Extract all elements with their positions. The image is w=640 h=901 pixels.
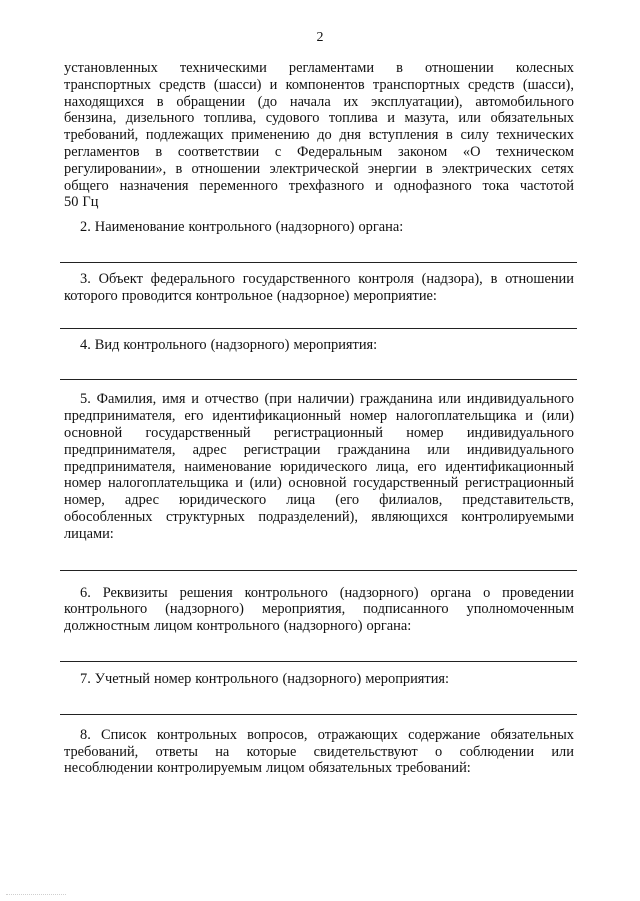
word: решения bbox=[179, 584, 233, 601]
word: индивидуального bbox=[466, 391, 574, 408]
word: технических bbox=[496, 127, 574, 144]
word: контролируемыми bbox=[461, 508, 574, 525]
word: отношении bbox=[191, 160, 261, 177]
word: требований, bbox=[64, 743, 139, 760]
word: контрольного bbox=[123, 336, 207, 353]
blank-line-rule bbox=[60, 379, 577, 380]
word: электрических bbox=[441, 160, 532, 177]
word: применению bbox=[231, 127, 310, 144]
word: регистрационный bbox=[465, 475, 574, 492]
word: адрес bbox=[124, 492, 159, 509]
text-line bbox=[64, 110, 574, 127]
word: (или) bbox=[541, 408, 574, 425]
word: Гц bbox=[82, 194, 99, 211]
word: в bbox=[175, 160, 183, 177]
word: (шасси) bbox=[213, 76, 262, 93]
word: которые bbox=[246, 743, 297, 760]
word: силу bbox=[460, 127, 489, 144]
text-line bbox=[64, 219, 574, 236]
word: уполномоченным bbox=[466, 601, 574, 618]
word: (надзорного) bbox=[283, 618, 363, 635]
word: контрольного bbox=[195, 670, 279, 687]
blank-line-rule bbox=[60, 328, 577, 329]
word: общего bbox=[64, 177, 109, 194]
word: контрольных bbox=[156, 726, 237, 743]
word: Федеральным bbox=[297, 143, 383, 160]
text-line bbox=[64, 94, 574, 111]
text-line bbox=[64, 744, 574, 761]
text-line bbox=[64, 475, 574, 492]
word: техническом bbox=[496, 143, 574, 160]
blank-line-rule bbox=[60, 570, 577, 571]
word: в bbox=[425, 160, 433, 177]
word: назначения bbox=[119, 177, 189, 194]
paragraph-item-2 bbox=[64, 219, 574, 236]
word: органа: bbox=[366, 618, 412, 635]
word: или bbox=[551, 743, 574, 760]
word: лица, bbox=[376, 458, 409, 475]
word: несоблюдении bbox=[64, 760, 154, 777]
word: сетях bbox=[541, 160, 574, 177]
word: Реквизиты bbox=[102, 584, 168, 601]
text-line bbox=[64, 760, 574, 777]
word: обязательных bbox=[490, 726, 574, 743]
word: проводится bbox=[121, 287, 192, 304]
word: органа: bbox=[358, 219, 404, 236]
word: мероприятия, bbox=[261, 601, 346, 618]
word: структурных bbox=[165, 508, 245, 525]
word: вопросов, bbox=[247, 726, 308, 743]
page-number: 2 bbox=[316, 30, 324, 45]
word: отношении bbox=[424, 60, 494, 76]
text-line bbox=[64, 288, 574, 305]
text-line bbox=[64, 144, 574, 161]
blank-line-rule bbox=[60, 262, 577, 263]
word: контрольного bbox=[188, 219, 272, 236]
word: филиалов, bbox=[379, 492, 443, 509]
word: «О bbox=[462, 143, 481, 160]
word: мероприятия: bbox=[365, 670, 450, 687]
word: контрольное bbox=[195, 287, 273, 304]
text-line bbox=[64, 77, 574, 94]
word: подписанного bbox=[363, 601, 449, 618]
paragraph-item-6 bbox=[64, 585, 574, 635]
word: индивидуального bbox=[466, 441, 574, 458]
word: в bbox=[155, 143, 163, 160]
text-line bbox=[64, 492, 574, 509]
word: Список bbox=[101, 726, 147, 743]
word: находящихся bbox=[64, 93, 145, 110]
word: обращении bbox=[176, 93, 246, 110]
word: регистрации bbox=[243, 441, 321, 458]
word: соответствии bbox=[177, 143, 260, 160]
word: колесных bbox=[515, 60, 574, 76]
word: и bbox=[375, 177, 383, 194]
word: (шасси), bbox=[522, 76, 574, 93]
word: номер, bbox=[64, 492, 105, 509]
paragraph-item-8 bbox=[64, 727, 574, 777]
word: 2. bbox=[80, 219, 91, 236]
word: лицами: bbox=[64, 525, 114, 542]
word: представительств, bbox=[462, 492, 574, 509]
word: вступления bbox=[368, 127, 439, 144]
word: регламентами bbox=[288, 60, 375, 76]
word: топлива bbox=[328, 110, 378, 127]
word: (надзорного) bbox=[165, 601, 244, 618]
word: контрольного bbox=[244, 584, 328, 601]
word: Объект bbox=[98, 270, 143, 287]
word: подлежащих bbox=[145, 127, 224, 144]
word: судового bbox=[265, 110, 320, 127]
word: государственный bbox=[145, 424, 251, 441]
word: транспортных bbox=[372, 76, 460, 93]
word: 8. bbox=[80, 726, 91, 743]
text-line bbox=[64, 337, 574, 354]
word: предпринимателя, bbox=[64, 408, 176, 425]
word: в bbox=[396, 60, 403, 76]
blank-line-rule bbox=[60, 661, 577, 662]
word: его bbox=[184, 408, 204, 425]
text-line bbox=[64, 442, 574, 459]
word: проведении bbox=[502, 584, 574, 601]
word: (при bbox=[264, 391, 292, 408]
word: налогоплательщика bbox=[107, 475, 229, 492]
text-line bbox=[64, 391, 574, 408]
word: электрической bbox=[269, 160, 359, 177]
word: отражающих bbox=[317, 726, 398, 743]
word: регламентов bbox=[64, 143, 140, 160]
text-line bbox=[64, 271, 574, 288]
paragraph-p1-continuation bbox=[64, 60, 574, 211]
word: регулировании», bbox=[64, 160, 167, 177]
scan-edge-mark bbox=[6, 894, 66, 899]
paragraph-item-4 bbox=[64, 337, 574, 354]
word: в bbox=[490, 270, 498, 287]
word: Учетный bbox=[94, 670, 150, 687]
word: 50 bbox=[64, 194, 79, 211]
word: в bbox=[156, 93, 164, 110]
word: (надзорного) bbox=[275, 219, 355, 236]
word: частотой bbox=[519, 177, 574, 194]
word: автомобильного bbox=[475, 93, 574, 110]
text-line bbox=[64, 178, 574, 195]
text-line bbox=[64, 408, 574, 425]
word: однофазного bbox=[393, 177, 472, 194]
word: техническими bbox=[179, 60, 267, 76]
word: 7. bbox=[80, 670, 91, 687]
text-line bbox=[64, 526, 574, 543]
word: регистрационный bbox=[273, 424, 383, 441]
word: имя bbox=[162, 391, 186, 408]
blank-line-rule bbox=[60, 714, 577, 715]
word: (надзорного) bbox=[282, 670, 362, 687]
word: контрольного bbox=[64, 601, 148, 618]
word: являющихся bbox=[371, 508, 448, 525]
word: до bbox=[317, 127, 332, 144]
word: 4. bbox=[80, 336, 91, 353]
word: (или) bbox=[249, 475, 282, 492]
document-body bbox=[64, 60, 574, 777]
word: дня bbox=[339, 127, 362, 144]
word: бензина, bbox=[64, 110, 117, 127]
word: которого bbox=[64, 287, 118, 304]
word: установленных bbox=[64, 60, 158, 76]
word: и bbox=[387, 110, 395, 127]
word: юридического bbox=[280, 458, 368, 475]
word: органа bbox=[430, 584, 472, 601]
word: или bbox=[438, 391, 461, 408]
word: их bbox=[343, 93, 359, 110]
word: номер bbox=[64, 475, 102, 492]
word: о bbox=[483, 584, 491, 601]
word: свидетельствуют bbox=[313, 743, 418, 760]
word: гражданина bbox=[337, 441, 411, 458]
paragraph-item-3 bbox=[64, 271, 574, 305]
word: тока bbox=[482, 177, 509, 194]
word: лица bbox=[286, 492, 316, 509]
word: требований: bbox=[396, 760, 471, 777]
word: предпринимателя, bbox=[64, 441, 176, 458]
word: адрес bbox=[192, 441, 227, 458]
word: предпринимателя, bbox=[64, 458, 176, 475]
word: 6. bbox=[80, 584, 91, 601]
word: эксплуатации), bbox=[371, 93, 463, 110]
word: его bbox=[417, 458, 437, 475]
word: контроля bbox=[358, 270, 414, 287]
word: транспортных bbox=[64, 76, 151, 93]
word: мазута, bbox=[404, 110, 449, 127]
word: должностным bbox=[64, 618, 150, 635]
word: ответы bbox=[155, 743, 198, 760]
word: законом bbox=[397, 143, 448, 160]
word: средств bbox=[468, 76, 515, 93]
word: наличии) bbox=[297, 391, 355, 408]
word: Наименование bbox=[94, 219, 185, 236]
word: номер bbox=[406, 424, 444, 441]
word: (надзорного) bbox=[210, 336, 290, 353]
paragraph-item-5 bbox=[64, 391, 574, 542]
text-line bbox=[64, 585, 574, 602]
word: Вид bbox=[94, 336, 120, 353]
word: средств bbox=[159, 76, 206, 93]
text-line bbox=[64, 161, 574, 178]
word: юридического bbox=[178, 492, 267, 509]
text-line bbox=[64, 459, 574, 476]
word: (надзора), bbox=[421, 270, 483, 287]
text-line bbox=[64, 425, 574, 442]
text-line bbox=[64, 618, 574, 635]
word: Фамилия, bbox=[96, 391, 157, 408]
word: лицом bbox=[266, 760, 305, 777]
word: топлива, bbox=[203, 110, 257, 127]
text-line bbox=[64, 671, 574, 688]
word: (до bbox=[257, 93, 278, 110]
word: отчество bbox=[204, 391, 259, 408]
word: основной bbox=[64, 424, 123, 441]
paragraph-item-7 bbox=[64, 671, 574, 688]
word: контрольного bbox=[196, 618, 280, 635]
word: или bbox=[458, 110, 481, 127]
word: или bbox=[427, 441, 450, 458]
word: номер bbox=[349, 408, 388, 425]
word: и bbox=[269, 76, 278, 93]
word: мероприятия: bbox=[293, 336, 378, 353]
word: в bbox=[446, 127, 453, 144]
word: энергии bbox=[367, 160, 417, 177]
word: обособленных bbox=[64, 508, 153, 525]
word: номер bbox=[153, 670, 192, 687]
word: 3. bbox=[80, 270, 91, 287]
text-line bbox=[64, 509, 574, 526]
word: и bbox=[191, 391, 199, 408]
word: государственный bbox=[353, 475, 459, 492]
word: (надзорное) bbox=[276, 287, 350, 304]
word: основной bbox=[288, 475, 347, 492]
word: гражданина bbox=[359, 391, 433, 408]
text-line bbox=[64, 194, 574, 211]
text-line bbox=[64, 127, 574, 144]
word: на bbox=[215, 743, 230, 760]
word: мероприятие: bbox=[353, 287, 437, 304]
word: трехфазного bbox=[288, 177, 365, 194]
word: федерального bbox=[150, 270, 235, 287]
word: с bbox=[274, 143, 282, 160]
word: государственного bbox=[242, 270, 351, 287]
word: содержание bbox=[408, 726, 481, 743]
text-line bbox=[64, 727, 574, 744]
word: отношении bbox=[505, 270, 574, 287]
word: индивидуального bbox=[466, 424, 574, 441]
word: соблюдении bbox=[459, 743, 535, 760]
text-line bbox=[64, 60, 574, 77]
word: требований, bbox=[64, 127, 139, 144]
word: о bbox=[434, 743, 443, 760]
text-line bbox=[64, 601, 574, 618]
word: начала bbox=[289, 93, 331, 110]
word: обязательных bbox=[308, 760, 393, 777]
word: компонентов bbox=[285, 76, 365, 93]
word: обязательных bbox=[490, 110, 574, 127]
word: и bbox=[235, 475, 243, 492]
word: 5. bbox=[80, 391, 91, 408]
word: лицом bbox=[153, 618, 193, 635]
word: контролируемым bbox=[157, 760, 263, 777]
word: идентификационный bbox=[212, 408, 341, 425]
word: дизельного bbox=[125, 110, 195, 127]
word: (его bbox=[335, 492, 360, 509]
word: переменного bbox=[199, 177, 278, 194]
word: налогоплательщика bbox=[395, 408, 517, 425]
word: наименование bbox=[184, 458, 272, 475]
word: подразделений), bbox=[258, 508, 358, 525]
word: идентификационный bbox=[445, 458, 574, 475]
word: (надзорного) bbox=[339, 584, 419, 601]
word: и bbox=[525, 408, 533, 425]
